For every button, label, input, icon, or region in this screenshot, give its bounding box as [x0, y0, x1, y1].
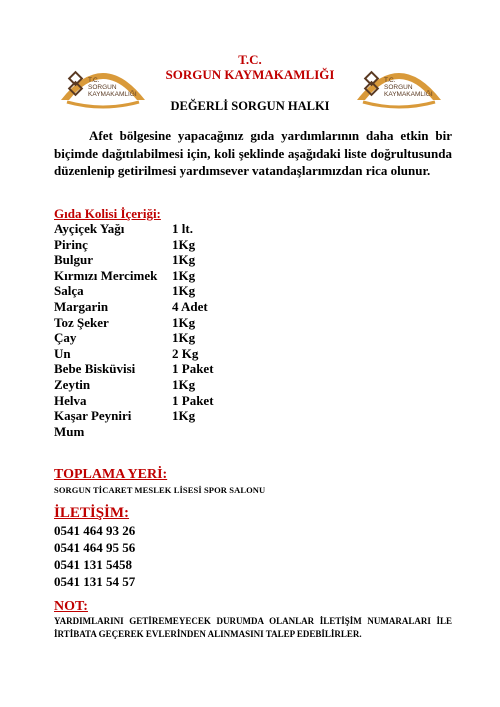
item-name: Salça [54, 283, 84, 299]
item-qty: 1Kg [172, 267, 196, 283]
item-qty: 4 Adet [172, 298, 208, 314]
item-name: Helva [54, 392, 87, 408]
contact-title: İLETİŞİM: [54, 505, 130, 521]
phone-number: 0541 131 54 57 [54, 574, 136, 589]
intro-paragraph: Afet bölgesine yapacağınız gıda yardımlarının daha etkin bir biçimde dağıtılabilmesi için, koli şeklinde aşağıdaki liste doğrultusunda düzenlenip getirilmesi yardımsever vatandaşlarımızdan rica olunur. [54, 128, 452, 178]
note-title: NOT: [54, 599, 88, 614]
item-name: Çay [54, 330, 77, 346]
list-item [54, 346, 314, 362]
logo-text-line2: SORGUN [88, 84, 117, 91]
list-item [54, 361, 314, 377]
phone-number: 0541 464 93 26 [54, 523, 136, 538]
item-name: Zeytin [54, 376, 91, 392]
package-items-list [54, 221, 314, 439]
list-item [54, 237, 314, 253]
list-item [54, 424, 314, 440]
item-name: Toz Şeker [54, 314, 109, 330]
logo-text-line2: SORGUN [384, 84, 413, 91]
collection-place: SORGUN TİCARET MESLEK LİSESİ SPOR SALONU [54, 485, 266, 495]
kaymakamlik-logo-left [57, 52, 149, 114]
list-item [54, 221, 314, 237]
collection-title: TOPLAMA YERİ: [54, 467, 168, 482]
logo-text-line3: KAYMAKAMLIĞI [88, 91, 137, 98]
list-item [54, 377, 314, 393]
document-header [150, 52, 350, 82]
package-title: Gıda Kolisi İçeriği: [54, 206, 161, 221]
item-qty: 1 lt. [172, 221, 193, 236]
item-name: Ayçiçek Yağı [54, 221, 125, 236]
list-item [54, 283, 314, 299]
item-qty: 2 Kg [172, 345, 199, 361]
item-name: Margarin [54, 298, 109, 314]
kaymakamlik-logo-right [353, 52, 445, 114]
item-qty: 1Kg [172, 236, 196, 252]
item-name: Bulgur [54, 252, 94, 268]
item-name: Un [54, 345, 71, 361]
phone-number: 0541 131 5458 [54, 557, 132, 572]
logo-text-line1: T.C. [384, 77, 396, 84]
phone-number: 0541 464 95 56 [54, 540, 136, 555]
list-item [54, 408, 314, 424]
item-qty: 1Kg [172, 252, 196, 268]
item-qty: 1 Paket [172, 392, 214, 408]
item-name: Mum [54, 423, 85, 439]
item-name: Kaşar Peyniri [54, 408, 132, 424]
phone-list [54, 522, 135, 590]
item-name: Bebe Bisküvisi [54, 361, 136, 377]
item-qty: 1Kg [172, 408, 196, 424]
list-item [54, 299, 314, 315]
logo-text-line3: KAYMAKAMLIĞI [384, 91, 433, 98]
logo-text-line1: T.C. [88, 77, 100, 84]
item-qty: 1Kg [172, 376, 196, 392]
item-qty: 1Kg [172, 283, 196, 299]
item-name: Kırmızı Mercimek [54, 267, 158, 283]
item-qty: 1Kg [172, 314, 196, 330]
list-item [54, 268, 314, 284]
list-item [54, 393, 314, 409]
list-item [54, 315, 314, 331]
item-name: Pirinç [54, 236, 88, 252]
list-item [54, 330, 314, 346]
header-tc: T.C. [238, 52, 262, 67]
list-item [54, 252, 314, 268]
header-org: SORGUN KAYMAKAMLIĞI [165, 67, 335, 82]
item-qty: 1Kg [172, 330, 196, 346]
greeting-heading: DEĞERLİ SORGUN HALKI [170, 99, 330, 113]
item-qty: 1 Paket [172, 361, 214, 377]
note-text: YARDIMLARINI GETİREMEYECEK DURUMDA OLANLAR İLETİŞİM NUMARALARI İLE İRTİBATA GEÇEREK EVLERİNDEN ALINMASINI TALEP EDEBİLİRLER. [54, 616, 452, 639]
